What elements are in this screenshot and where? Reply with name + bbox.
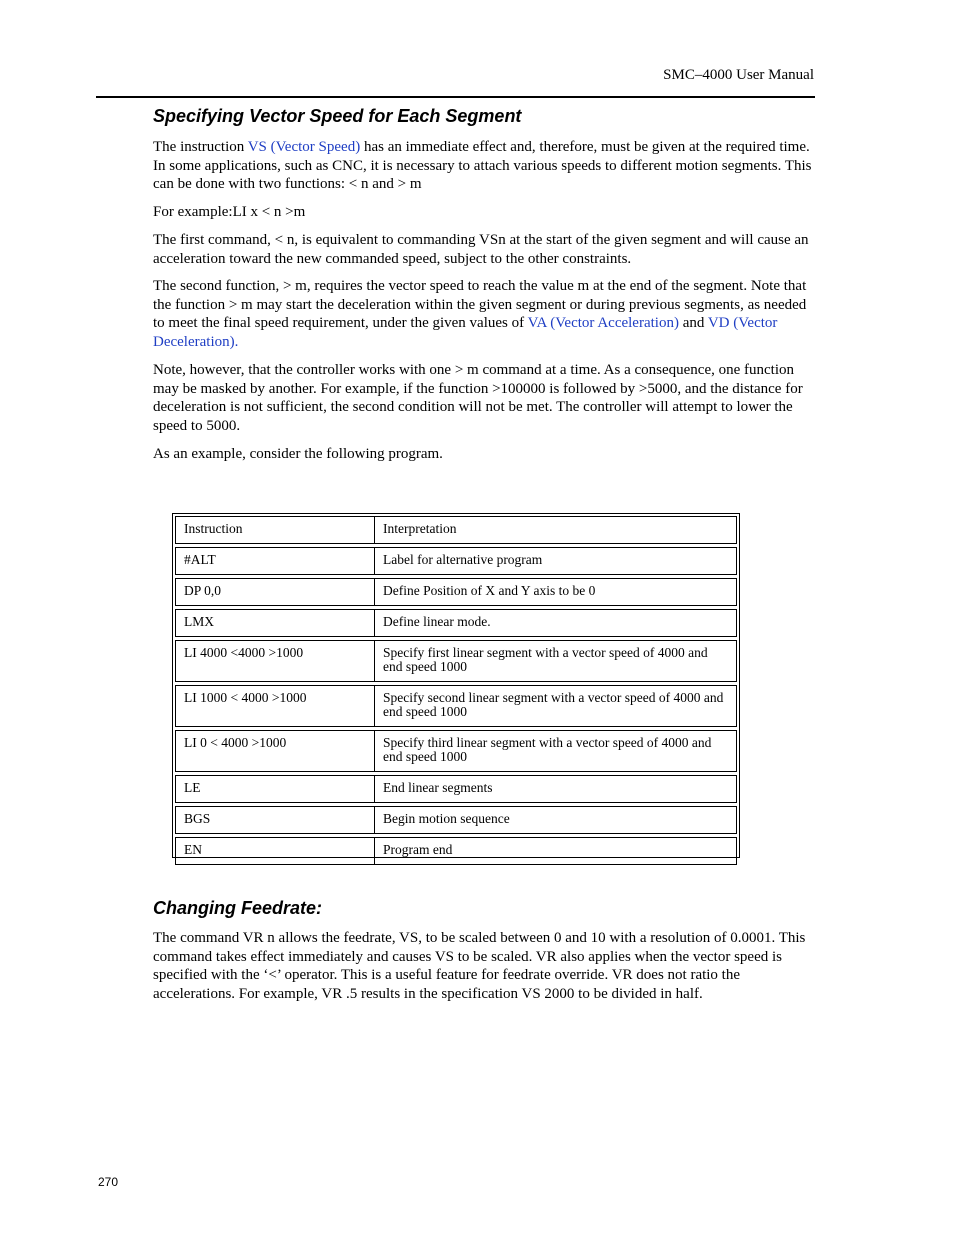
- table-row: [175, 640, 737, 682]
- paragraph-note: Note, however, that the controller works with one > m command at a time. As a consequence, one function may be masked by another. For example, if the function >100000 is followed by >5000, and the distance for deceleration is not sufficient, the second condition will not be met. The controller will attempt to lower the speed to 5000.: [153, 362, 803, 434]
- interpretation-cell: Define Position of X and Y axis to be 0: [375, 578, 737, 606]
- interpretation-cell: Begin motion sequence: [375, 806, 737, 834]
- paragraph-example: For example:LI x < n >m: [153, 204, 306, 220]
- table-row: [175, 806, 737, 834]
- instruction-cell: DP 0,0: [175, 578, 375, 606]
- table-row: [175, 685, 737, 727]
- program-table: [175, 513, 737, 868]
- interpretation-cell: End linear segments: [375, 775, 737, 803]
- paragraph-text: has an immediate effect and, therefore, must be given at the required time. In some applications, such as CNC, it is necessary to attach various speeds to different motion segments. This can be done with two functions: < n and > m: [153, 139, 812, 193]
- page-number: 270: [98, 1175, 119, 1189]
- table-row: [175, 609, 737, 637]
- paragraph-text: and: [678, 315, 708, 332]
- interpretation-cell: Program end: [375, 837, 737, 865]
- paragraph-intro: [153, 138, 813, 194]
- table-row: [175, 775, 737, 803]
- paragraph-text: The second function, > m, requires the vector speed to reach the value m at the end of the segment. Note that the function > m may start the deceleration within the given segment or during previous segments, as needed to meet the final speed requirement, under the given values of: [153, 278, 807, 332]
- column-header-interpretation: Interpretation: [375, 516, 737, 544]
- paragraph-feedrate: The command VR n allows the feedrate, VS, to be scaled between 0 and 10 with a resolution of 0.0001. This command takes effect immediately and causes VS to be scaled. VR also applies when the vector speed is specified with the ‘<’ operator. This is a useful feature for feedrate override. VR does not ratio the accelerations. For example, VR .5 results in the specification VS 2000 to be divided in half.: [153, 930, 806, 1002]
- instruction-cell: LMX: [175, 609, 375, 637]
- manual-title: SMC–4000 User Manual: [663, 67, 814, 83]
- table-row: [175, 837, 737, 865]
- link-vs-vector-speed[interactable]: VS (Vector Speed): [247, 139, 361, 155]
- column-header-instruction: Instruction: [175, 516, 375, 544]
- instruction-cell: LE: [175, 775, 375, 803]
- instruction-cell: LI 1000 < 4000 >1000: [175, 685, 375, 727]
- paragraph-text: The instruction: [153, 139, 248, 155]
- table-row: [175, 730, 737, 772]
- interpretation-cell: Specify first linear segment with a vector speed of 4000 and end speed 1000: [375, 640, 737, 682]
- interpretation-cell: Specify second linear segment with a vector speed of 4000 and end speed 1000: [375, 685, 737, 727]
- interpretation-cell: Specify third linear segment with a vector speed of 4000 and end speed 1000: [375, 730, 737, 772]
- link-vd-vector-deceleration[interactable]: VD (Vector Deceleration).: [153, 315, 778, 350]
- interpretation-cell: Label for alternative program: [375, 547, 737, 575]
- table-row: [175, 578, 737, 606]
- table-header-row: [175, 516, 737, 544]
- instruction-cell: BGS: [175, 806, 375, 834]
- program-table-frame: [172, 513, 740, 858]
- section-title-changing-feedrate: Changing Feedrate:: [153, 898, 323, 918]
- instruction-cell: LI 4000 <4000 >1000: [175, 640, 375, 682]
- table-row: [175, 547, 737, 575]
- instruction-cell: EN: [175, 837, 375, 865]
- section-title-vector-speed: Specifying Vector Speed for Each Segment: [153, 106, 522, 126]
- instruction-cell: LI 0 < 4000 >1000: [175, 730, 375, 772]
- link-va-vector-acceleration[interactable]: VA (Vector Acceleration): [527, 315, 679, 332]
- header-divider: [96, 96, 815, 98]
- instruction-cell: #ALT: [175, 547, 375, 575]
- paragraph-first-command: The first command, < n, is equivalent to commanding VSn at the start of the given segment and will cause an acceleration toward the new commanded speed, subject to the other constraints.: [153, 232, 809, 267]
- paragraph-as-example: As an example, consider the following program.: [153, 446, 443, 462]
- interpretation-cell: Define linear mode.: [375, 609, 737, 637]
- paragraph-second-function: [153, 277, 813, 351]
